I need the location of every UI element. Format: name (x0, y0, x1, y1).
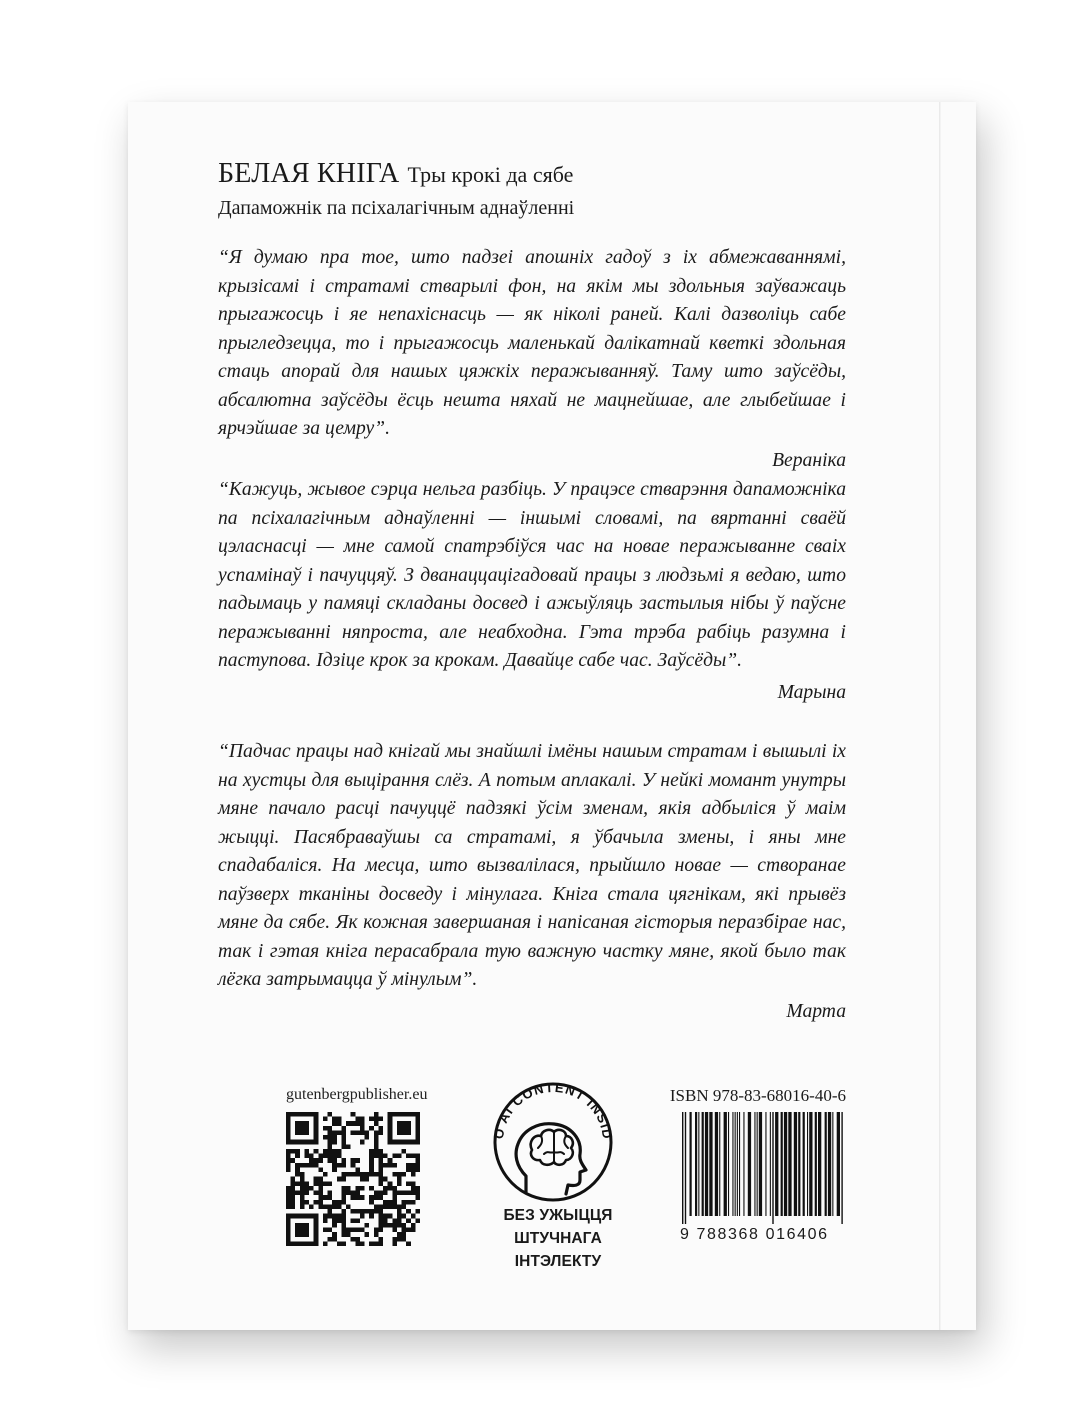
quote-text: “Кажуць, жывое сэрца нельга разбіць. У працэсе стварэння дапаможніка па псіхалагічным аднаўленні — іншымі словамі, па вяртанні сваёй цэласнасці — мне самой спатрэбіўся час на новае перажыванне сваіх успамінаў і пачуццяў. З дванаццацігадовай працы з людзьмі я ведаю, што падымаць у памяці складаны досвед і ажыўляць застылыя нібы ў паўсне перажыванні няпроста, але неабходна. Гэта трэба рабіць разумна і паступова. Ідзіце крок за крокам. Давайце сабе час. Заўсёды”. (218, 479, 846, 671)
cover-footer (218, 1080, 846, 1270)
badge-line-2: ШТУЧНАГА ІНТЭЛЕКТУ (514, 1230, 602, 1270)
barcode-icon (680, 1112, 846, 1224)
quote-block-2 (218, 476, 846, 704)
quote-block-1 (218, 244, 846, 472)
badge-ring-text: O AI CONTENT INSID (490, 1080, 616, 1141)
badge-line-1: БЕЗ УЖЫЦЦЯ (503, 1207, 613, 1224)
spine-fold (939, 102, 941, 1330)
quote-block-3 (218, 738, 846, 1023)
book-title-sub: Тры крокі да сябе (407, 162, 574, 187)
barcode-digits: 9 788368 016406 (680, 1226, 829, 1243)
isbn-number: ISBN 978-83-68016-40-6 (669, 1086, 846, 1105)
no-ai-badge (478, 1080, 628, 1270)
quote-text: “Я думаю пра тое, што падзеі апошніх гадоў з іх абмежаваннямі, крызісамі і стратамі стварылі фон, на якім мы здольныя заўважаць прыгажосць і яе непахіснасць — як ніколі раней. Калі дазволіць сабе прыгледзецца, то і прыгажосць маленькай далікатнай кветкі здольная стаць апорай для нашых цяжкіх перажыванняў. Таму што заўсёды, абсалютна заўсёды ёсць нешта няхай не мацнейшае, але глыбейшае і ярчэйшае за цемру”. (218, 247, 846, 439)
book-title: БЕЛАЯ КНІГА (218, 158, 400, 189)
quote-author: Марта (786, 1000, 846, 1022)
book-subtitle: Дапаможнік па псіхалагічным аднаўленні (218, 197, 575, 219)
svg-text:NO AI CONTENT INSIDE (478, 1080, 615, 1141)
quote-author: Вераніка (772, 449, 846, 471)
cover-content (218, 158, 846, 1022)
qr-code-icon[interactable] (286, 1112, 420, 1246)
head-brain-icon (478, 1080, 628, 1204)
quote-text: “Падчас працы над кнігай мы знайшлі імёны нашым стратам і вышылі іх на хустцы для выцірання слёз. А потым аплакалі. У нейкі момант унутры мяне пачало расці пачуццё падзякі ўсім зменам, якія адбыліся ў маім жыцці. Пасябраваўшы са стратамі, я ўбачыла змены, і яны мне спадабаліся. На месца, што вызвалілася, прыйшло новае — створанае паўзверх тканіны досведу і мінулага. Кніга стала цягнікам, які прывёз мяне да сябе. Як кожная завершаная і напісаная гісторыя перазбірае нас, так і гэтая кніга перасабрала тую важную частку мяне, якой было так лёгка затрымацца ў мінулым”. (218, 741, 846, 990)
title-row (218, 160, 846, 188)
badge-caption (478, 1204, 638, 1273)
quote-author: Марына (777, 681, 846, 703)
publisher-url[interactable]: gutenbergpublisher.eu (286, 1086, 428, 1103)
